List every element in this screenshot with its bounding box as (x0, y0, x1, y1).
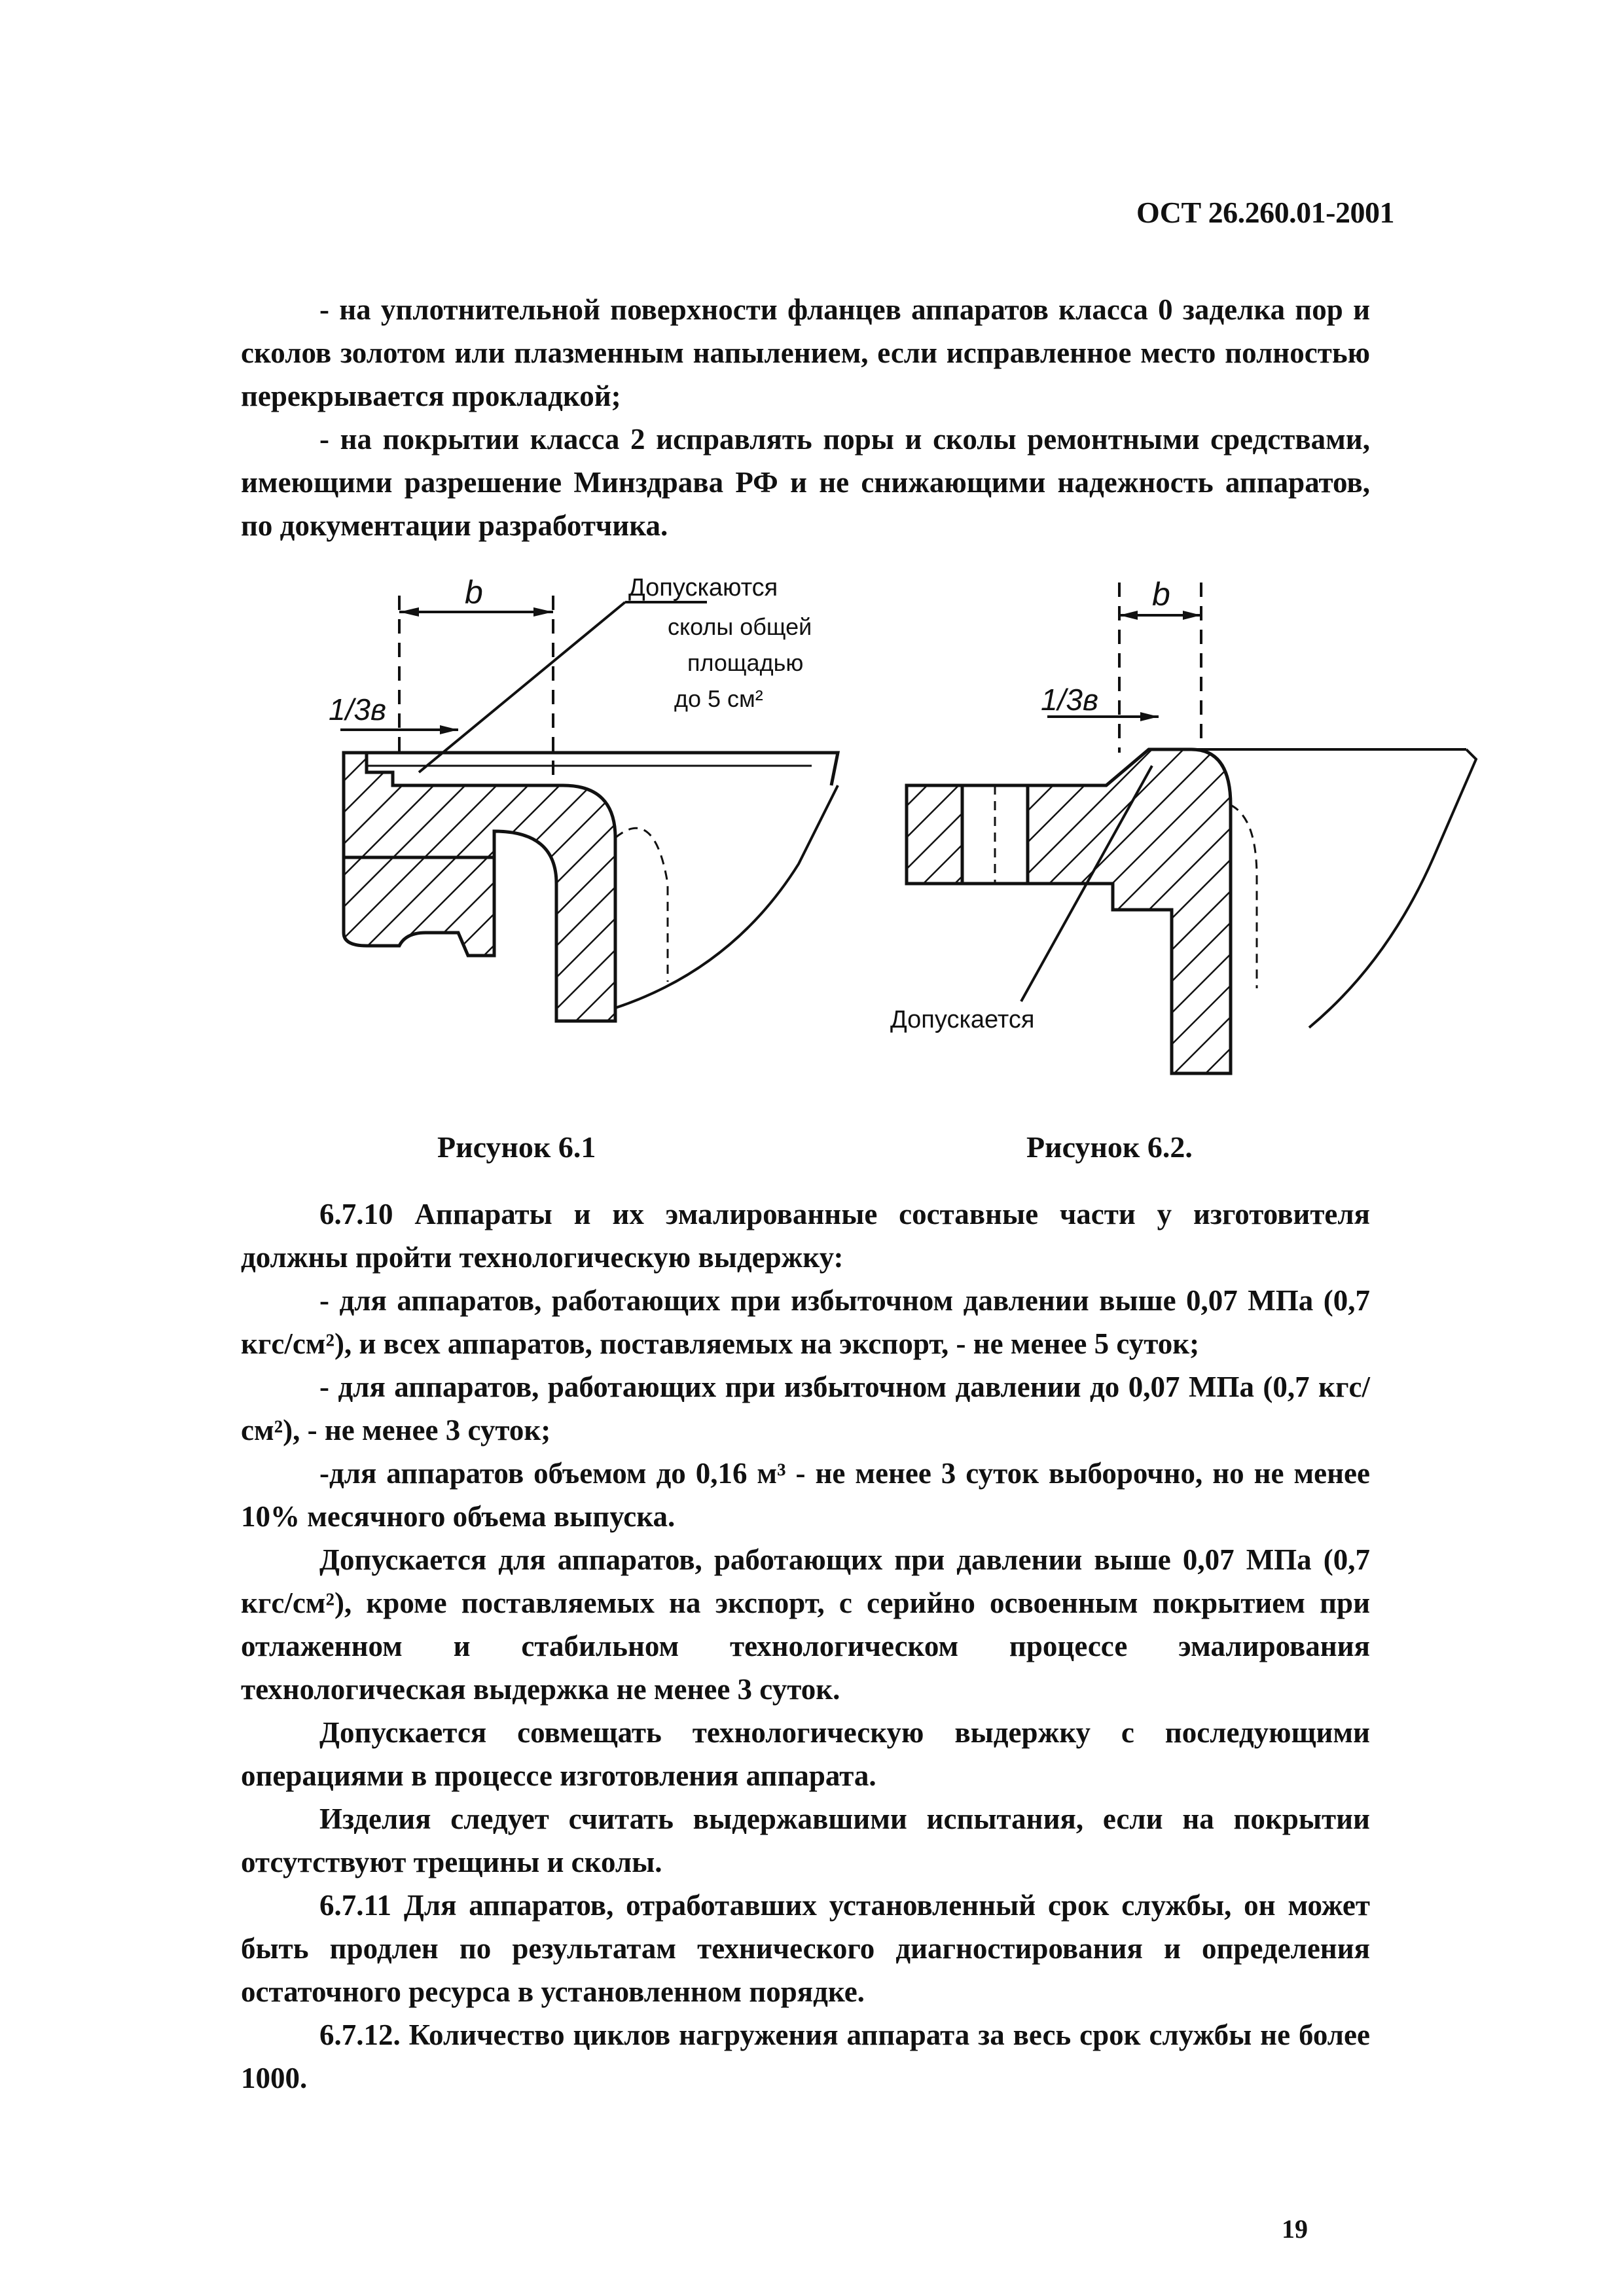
fig2-dim-b: b (1152, 576, 1170, 613)
figure-6-2-caption: Рисунок 6.2. (1026, 1130, 1193, 1164)
section-6-7-10-intro: 6.7.10 Аппараты и их эмалированные составные части у изготовителя должны пройти технологическую выдержку: (241, 1198, 1370, 1274)
section-6-7-11: 6.7.11 Для аппаратов, отработавших установленный срок службы, он может быть продлен по результатам технического диагностирования и определения остаточного ресурса в установленном порядке. (241, 1889, 1370, 2008)
section-6-7-10-paragraph: Допускается для аппаратов, работающих при давлении выше 0,07 МПа (0,7 кгс/см²), кроме поставляемых на экспорт, с серийно освоенным покрытием при отлаженном и стабильном технологическом процессе эмалирования технологическая выдержка не менее 3 суток. (241, 1543, 1370, 1706)
section-6-7-10-item: - для аппаратов, работающих при избыточном давлении выше 0,07 МПа (0,7 кгс/см²), и всех аппаратов, поставляемых на экспорт, - не менее 5 суток; (241, 1284, 1370, 1360)
figure-6-1-caption: Рисунок 6.1 (437, 1130, 596, 1164)
section-6-7-12: 6.7.12. Количество циклов нагружения аппарата за весь срок службы не более 1000. (241, 2018, 1370, 2094)
figure-6-1-drawing (327, 576, 864, 1034)
fig1-note-line: Допускаются (628, 574, 778, 601)
intro-item: - на уплотнительной поверхности фланцев аппаратов класса 0 заделка пор и сколов золотом или плазменным напылением, если исправленное место полностью перекрывается прокладкой; (241, 293, 1370, 412)
fig1-dim-b: b (465, 574, 483, 611)
section-6-7-10-paragraph: Изделия следует считать выдержавшими испытания, если на покрытии отсутствуют трещины и сколы. (241, 1803, 1370, 1878)
figure-6-2-drawing (890, 569, 1492, 1086)
fig1-dim-third: 1/3в (329, 692, 386, 726)
fig1-note-line: сколы общей (668, 613, 812, 640)
section-6-7-10-item: -для аппаратов объемом до 0,16 м³ - не менее 3 суток выборочно, но не менее 10% месячного объема выпуска. (241, 1457, 1370, 1533)
figure-6-1 (327, 576, 864, 1034)
section-6-7-10-paragraph: Допускается совмещать технологическую выдержку с последующими операциями в процессе изготовления аппарата. (241, 1716, 1370, 1792)
document-code: ОСТ 26.260.01-2001 (1136, 196, 1394, 229)
fig2-dim-third: 1/3в (1041, 683, 1098, 717)
fig1-note-line: до 5 см² (674, 685, 763, 712)
intro-text (241, 288, 1370, 547)
main-text (241, 1193, 1370, 2100)
fig1-note-line: площадью (687, 649, 804, 676)
figure-6-2 (890, 569, 1492, 1086)
section-6-7-10-item: - для аппаратов, работающих при избыточном давлении до 0,07 МПа (0,7 кгс/см²), - не менее 3 суток; (241, 1371, 1370, 1446)
fig2-note: Допускается (890, 1006, 1035, 1033)
page-number: 19 (1282, 2214, 1308, 2244)
intro-item: - на покрытии класса 2 исправлять поры и сколы ремонтными средствами, имеющими разрешение Минздрава РФ и не снижающими надежность аппаратов, по документации разработчика. (241, 423, 1370, 542)
